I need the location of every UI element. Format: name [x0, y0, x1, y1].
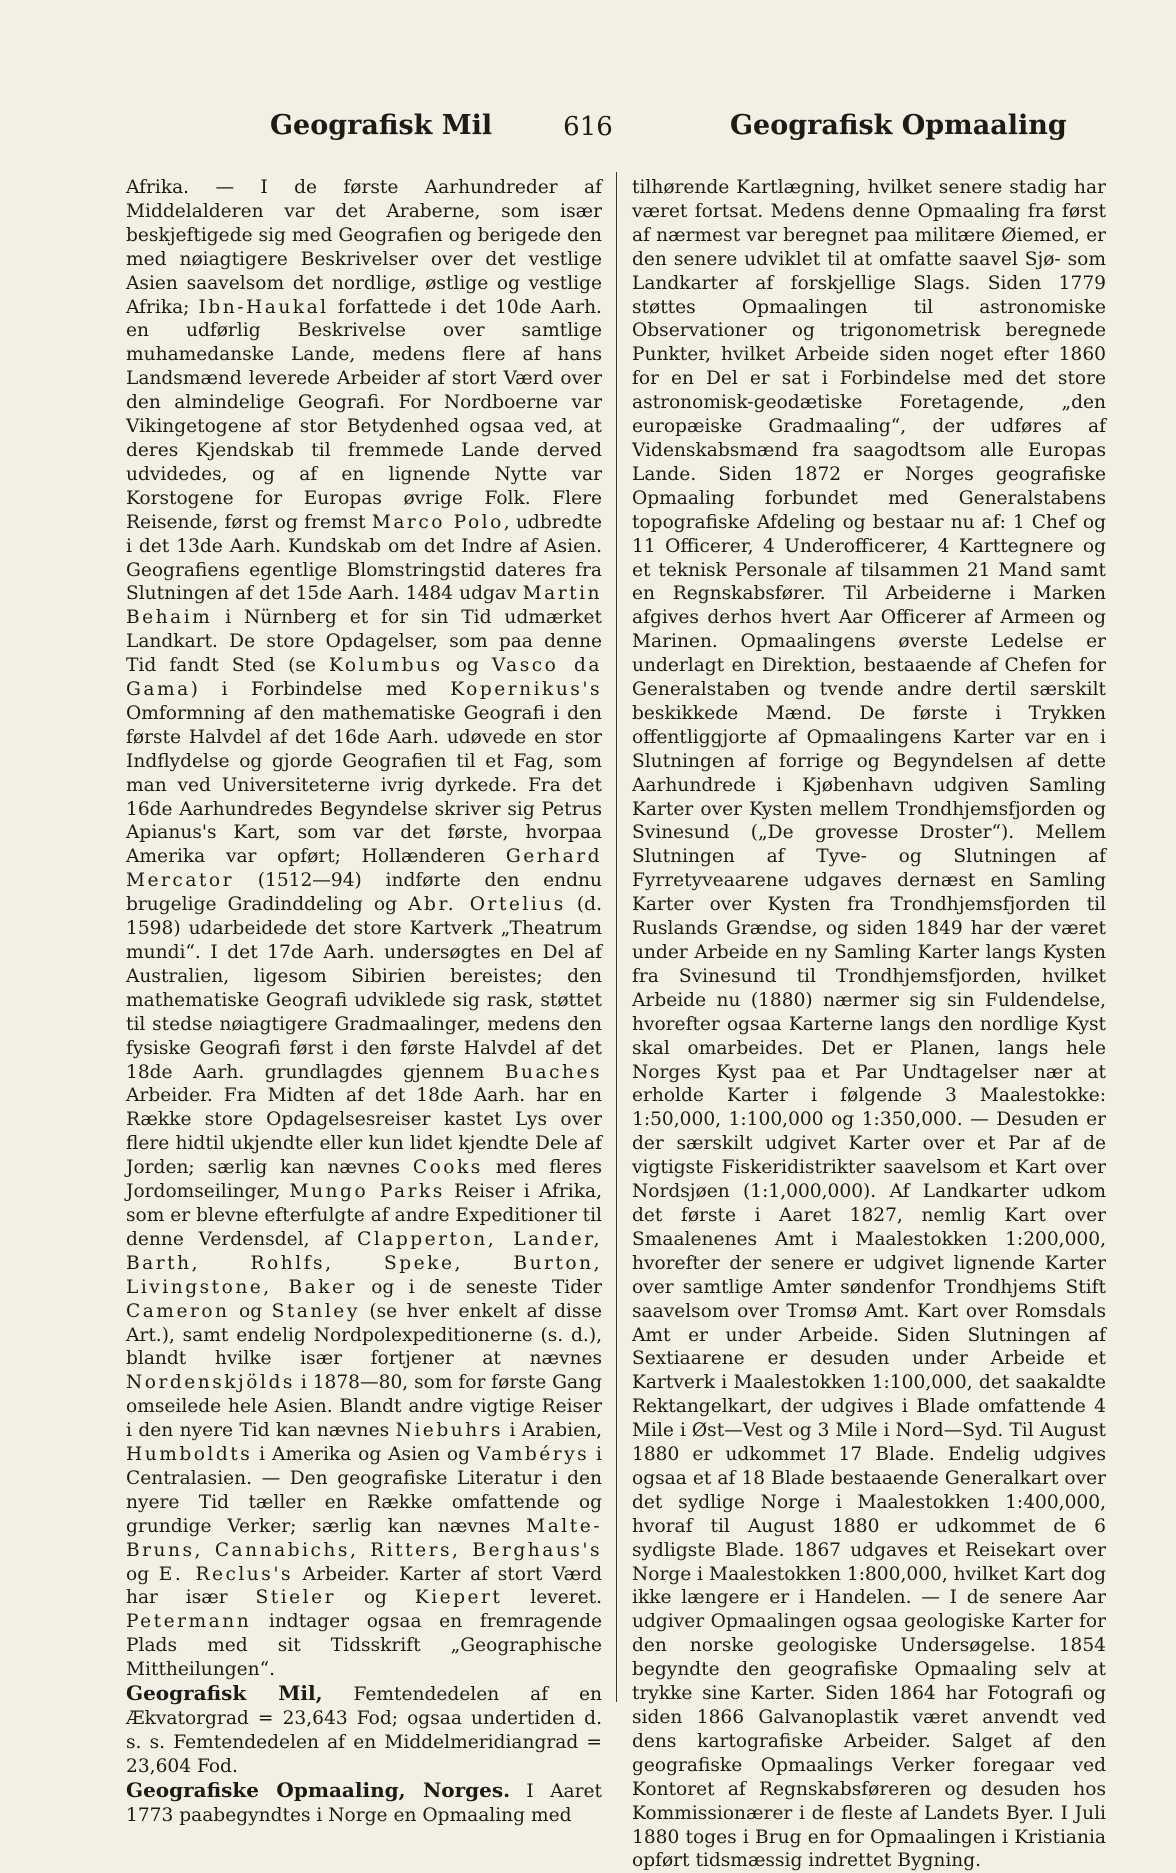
text-run: og: [336, 1587, 415, 1609]
text-run: og: [442, 655, 492, 677]
text-run: Arbeider. Fra Midten af det 18de Aarh. har en Række store Opdagelsesreiser kastet Lys over flere hidtil ukjendte eller kun lidet kjendte Dele af Jorden; særlig kan nævnes: [126, 1085, 602, 1179]
text-run: i 1878—80, som for første Gang omseilede hele Asien. Blandt andre vigtige Reiser i den nyere Tid kan nævnes: [126, 1372, 602, 1442]
text-run: og i de seneste Tider: [356, 1276, 602, 1298]
text-run: forfattede i det 10de Aarh. en udførlig Beskrivelse over samtlige muhamedanske Lande, medens flere af hans Landsmænd leverede Arbeider af stort Værd over den almindelige Geografi. For Nordboerne var Vikingetogene af stor Betydenhed ogsaa ved, at deres Kjendskab til fremmede Lande derved udvidedes, og af en lignende Nytte var Korstogene for Europas øvrige Folk. Flere Reisende, først og fremst: [126, 296, 602, 533]
column-divider: [616, 172, 617, 1702]
text-run: (d. 1598) udarbeidede det store Kartverk „Theatrum mundi“. I det 17de Aarh. undersøgtes en Del af Australien, ligesom Sibirien bereistes; den mathematiske Geografi udviklede sig rask, støttet til stedse nøiagtigere Gradmaalinger, medens den fysiske Geografi først i den første Halvdel af det 18de Aarh. grundlagdes gjennem: [126, 894, 602, 1083]
person-name: Mungo Parks: [289, 1181, 445, 1203]
text-run: , udbredte i det 13de Aarh. Kundskab om det Indre af Asien. Geografiens egentlige Blomstringstid dateres fra Slutningen af det 15de Aarh. 1484 udgav: [126, 511, 602, 605]
person-name: Abr. Ortelius: [408, 894, 566, 916]
person-name: Kolumbus: [329, 655, 443, 677]
person-name: Niebuhrs: [395, 1420, 504, 1442]
text-run: i Arabien,: [503, 1420, 602, 1442]
text-run: ) i Forbindelse med: [190, 679, 451, 701]
text-run: Reiser i Afrika, som er blevne efterfulgte af andre Expeditioner til denne Verdensdel, af: [126, 1181, 602, 1250]
person-name: Gerhard Mercator: [126, 846, 602, 892]
text-run: indtager ogsaa en fremragende Plads med sit Tidsskrift „Geographische Mittheilungen“.: [126, 1611, 602, 1681]
person-name: Vambérys: [476, 1444, 590, 1466]
person-name: Petermann: [126, 1611, 252, 1633]
entry-text: I Aaret 1773 paabegyndtes i Norge en Opmaaling med: [126, 1780, 602, 1826]
person-name: E. Reclus's: [158, 1563, 293, 1585]
text-run: leveret.: [502, 1587, 602, 1609]
text-run: (se hver enkelt af disse Art.), samt endelig Nordpolexpeditionerne (s. d.), blandt hvilke især fortjener at nævnes: [126, 1300, 603, 1370]
person-name: Martin Behaim: [126, 583, 602, 629]
person-name: Malte-Bruns, Cannabichs, Ritters, Berghaus's: [126, 1515, 602, 1561]
header-right-term: Geografisk Opmaaling: [730, 110, 1067, 141]
text-run: og: [126, 1563, 159, 1585]
text-run: og: [229, 1300, 272, 1322]
page-number: 616: [563, 112, 613, 142]
person-name: Kiepert: [414, 1587, 503, 1609]
text-run: (1512—94) indførte den endnu brugelige Gradinddeling og: [126, 870, 602, 916]
person-name: Vasco da Gama: [126, 655, 602, 701]
person-name: Stanley: [271, 1300, 360, 1322]
entry-geografiske-opmaaling: [126, 1779, 602, 1828]
person-name: Buaches: [504, 1061, 602, 1083]
person-name: Humboldts: [126, 1444, 253, 1466]
person-name: Cameron: [126, 1300, 230, 1322]
running-header: [0, 110, 1176, 150]
text-run: Arbeider. Karter af stort Værd har især: [126, 1563, 602, 1609]
opmaaling-continuation: tilhørende Kartlægning, hvilket senere stadig har været fortsat. Medens denne Opmaaling fra først af nærmest var beregnet paa militære Øiemed, er den senere udviklet til at omfatte saavel Sjø- som Landkarter af forskjellige Slags. Siden 1779 støttes Opmaalingen til astronomiske Observationer og trigonometrisk beregnede Punkter, hvilket Arbeide siden noget efter 1860 for en Del er sat i Forbindelse med det store astronomisk-geodætiske Foretagende, „den europæiske Gradmaaling“, der udføres af Videnskabsmænd fra saagodtsom alle Europas Lande. Siden 1872 er Norges geografiske Opmaaling forbundet med Generalstabens topografiske Afdeling og bestaar nu af: 1 Chef og 11 Officerer, 4 Underofficerer, 4 Karttegnere og et teknisk Personale af tilsammen 21 Mand samt en Regnskabsfører. Til Arbeiderne i Marken afgives derhos hvert Aar Officerer af Armeen og Marinen. Opmaalingens øverste Ledelse er underlagt en Direktion, bestaaende af Chefen for Generalstaben og tvende andre dertil særskilt beskikkede Mænd. De første i Trykken offentliggjorte af Opmaalingens Karter var en i Slutningen af forrige og Begyndelsen af dette Aarhundrede i Kjøbenhavn udgiven Samling Karter over Kysten mellem Trondhjemsfjorden og Svinesund („De grovesse Droster“). Mellem Slutningen af Tyve- og Slutningen af Fyrretyveaarene udgaves dernæst en Samling Karter over Kysten fra Trondhjemsfjorden til Ruslands Grændse, og siden 1849 har der været under Arbeide en ny Samling Karter langs Kysten fra Svinesund til Trondhjemsfjorden, hvilket Arbeide nu (1880) nærmer sig sin Fuldendelse, hvorefter ogsaa Karterne langs den nordlige Kyst skal omarbeides. Det er Planen, langs hele Norges Kyst paa et Par Undtagelser nær at erholde Karter i følgende 3 Maalestokke: 1:50,000, 1:100,000 og 1:350,000. — Desuden er der særskilt udgivet Karter over et Par af de vigtigste Fiskeridistrikter saavelsom et Kart over Nordsjøen (1:1,000,000). Af Landkarter udkom det første i Aaret 1827, nemlig Kart over Smaalenenes Amt i Maalestokken 1:200,000, hvorefter der senere er udgivet lignende Karter over samtlige Amter søndenfor Trondhjems Stift saavelsom over Tromsø Amt. Kart over Romsdals Amt er under Arbeide. Siden Slutningen af Sextiaarene er desuden under Arbeide et Kartverk i Maalestokken 1:100,000, det saakaldte Rektangelkart, der udgives i Blade omfattende 4 Mile i Øst—Vest og 3 Mile i Nord—Syd. Til August 1880 er udkommet 17 Blade. Endelig udgives ogsaa et af 18 Blade bestaaende Generalkart over det sydlige Norge i Maalestokken 1:400,000, hvoraf til August 1880 er udkommet de 6 sydligste Blade. 1867 udgaves et Reisekart over Norge i Maalestokken 1:800,000, hvilket Kart dog ikke længere er i Handelen. — I de senere Aar udgiver Opmaalingen ogsaa geologiske Karter for den norske geologiske Undersøgelse. 1854 begyndte den geografiske Opmaaling selv at trykke sine Karter. Siden 1864 har Fotografi og siden 1866 Galvanoplastik været anvendt ved dens kartografiske Arbeider. Salget af den geografiske Opmaalings Verker foregaar ved Kontoret af Regnskabsføreren og desuden hos Kommissionærer i de fleste af Landets Byer. I Juli 1880 toges i Brug en for Opmaalingen i Kristiania opført tidsmæssig indrettet Bygning.: [632, 177, 1106, 1872]
geography-history-paragraph: [126, 176, 602, 1682]
text-run: i Amerika og Asien og: [252, 1444, 477, 1466]
text-run: med fleres Jordomseilinger,: [126, 1157, 602, 1203]
entry-heading: Geografiske Opmaaling, Norges.: [126, 1777, 511, 1802]
entry-geografisk-mil: [126, 1682, 602, 1779]
text-run: i Nürnberg et for sin Tid udmærket Landkart. De store Opdagelser, som paa denne Tid fandt Sted (se: [126, 607, 602, 677]
entry-text: Femtendedelen af en Ækvatorgrad = 23,643 Fod; ogsaa undertiden d. s. s. Femtendedelen af en Middelmeridiangrad = 23,604 Fod.: [126, 1684, 602, 1777]
text-run: i Centralasien. — Den geografiske Literatur i den nyere Tid tæller en Række omfattende og grundige Verker; særlig kan nævnes: [126, 1444, 603, 1537]
left-column: [126, 176, 602, 1828]
entry-heading: Geografisk Mil,: [126, 1681, 323, 1706]
person-name: Cooks: [412, 1157, 483, 1179]
right-column: [632, 176, 1106, 1873]
person-name: Clapperton, Lander, Barth, Rohlfs, Speke, Burton, Livingstone, Baker: [126, 1228, 602, 1298]
person-name: Nordenskjölds: [126, 1372, 295, 1394]
person-name: Stieler: [255, 1587, 336, 1609]
person-name: Ibn-Haukal: [198, 296, 329, 318]
person-name: Marco Polo: [371, 511, 504, 533]
person-name: Kopernikus's: [450, 679, 602, 701]
header-left-term: Geografisk Mil: [270, 110, 493, 141]
text-run: Afrika. — I de første Aarhundreder af Middelalderen var det Araberne, som især beskjeftigede sig med Geografien og berigede den med nøiagtigere Beskrivelser over det vestlige Asien saavelsom det nordlige, østlige og vestlige Afrika;: [126, 177, 602, 318]
text-run: Omformning af den mathematiske Geografi i den første Halvdel af det 16de Aarh. udøvede en stor Indflydelse og gjorde Geografien til et Fag, som man ved Universiteterne ivrig dyrkede. Fra det 16de Aarhundredes Begyndelse skriver sig Petrus Apianus's Kart, som var det første, hvorpaa Amerika var opført; Hollænderen: [126, 702, 602, 868]
